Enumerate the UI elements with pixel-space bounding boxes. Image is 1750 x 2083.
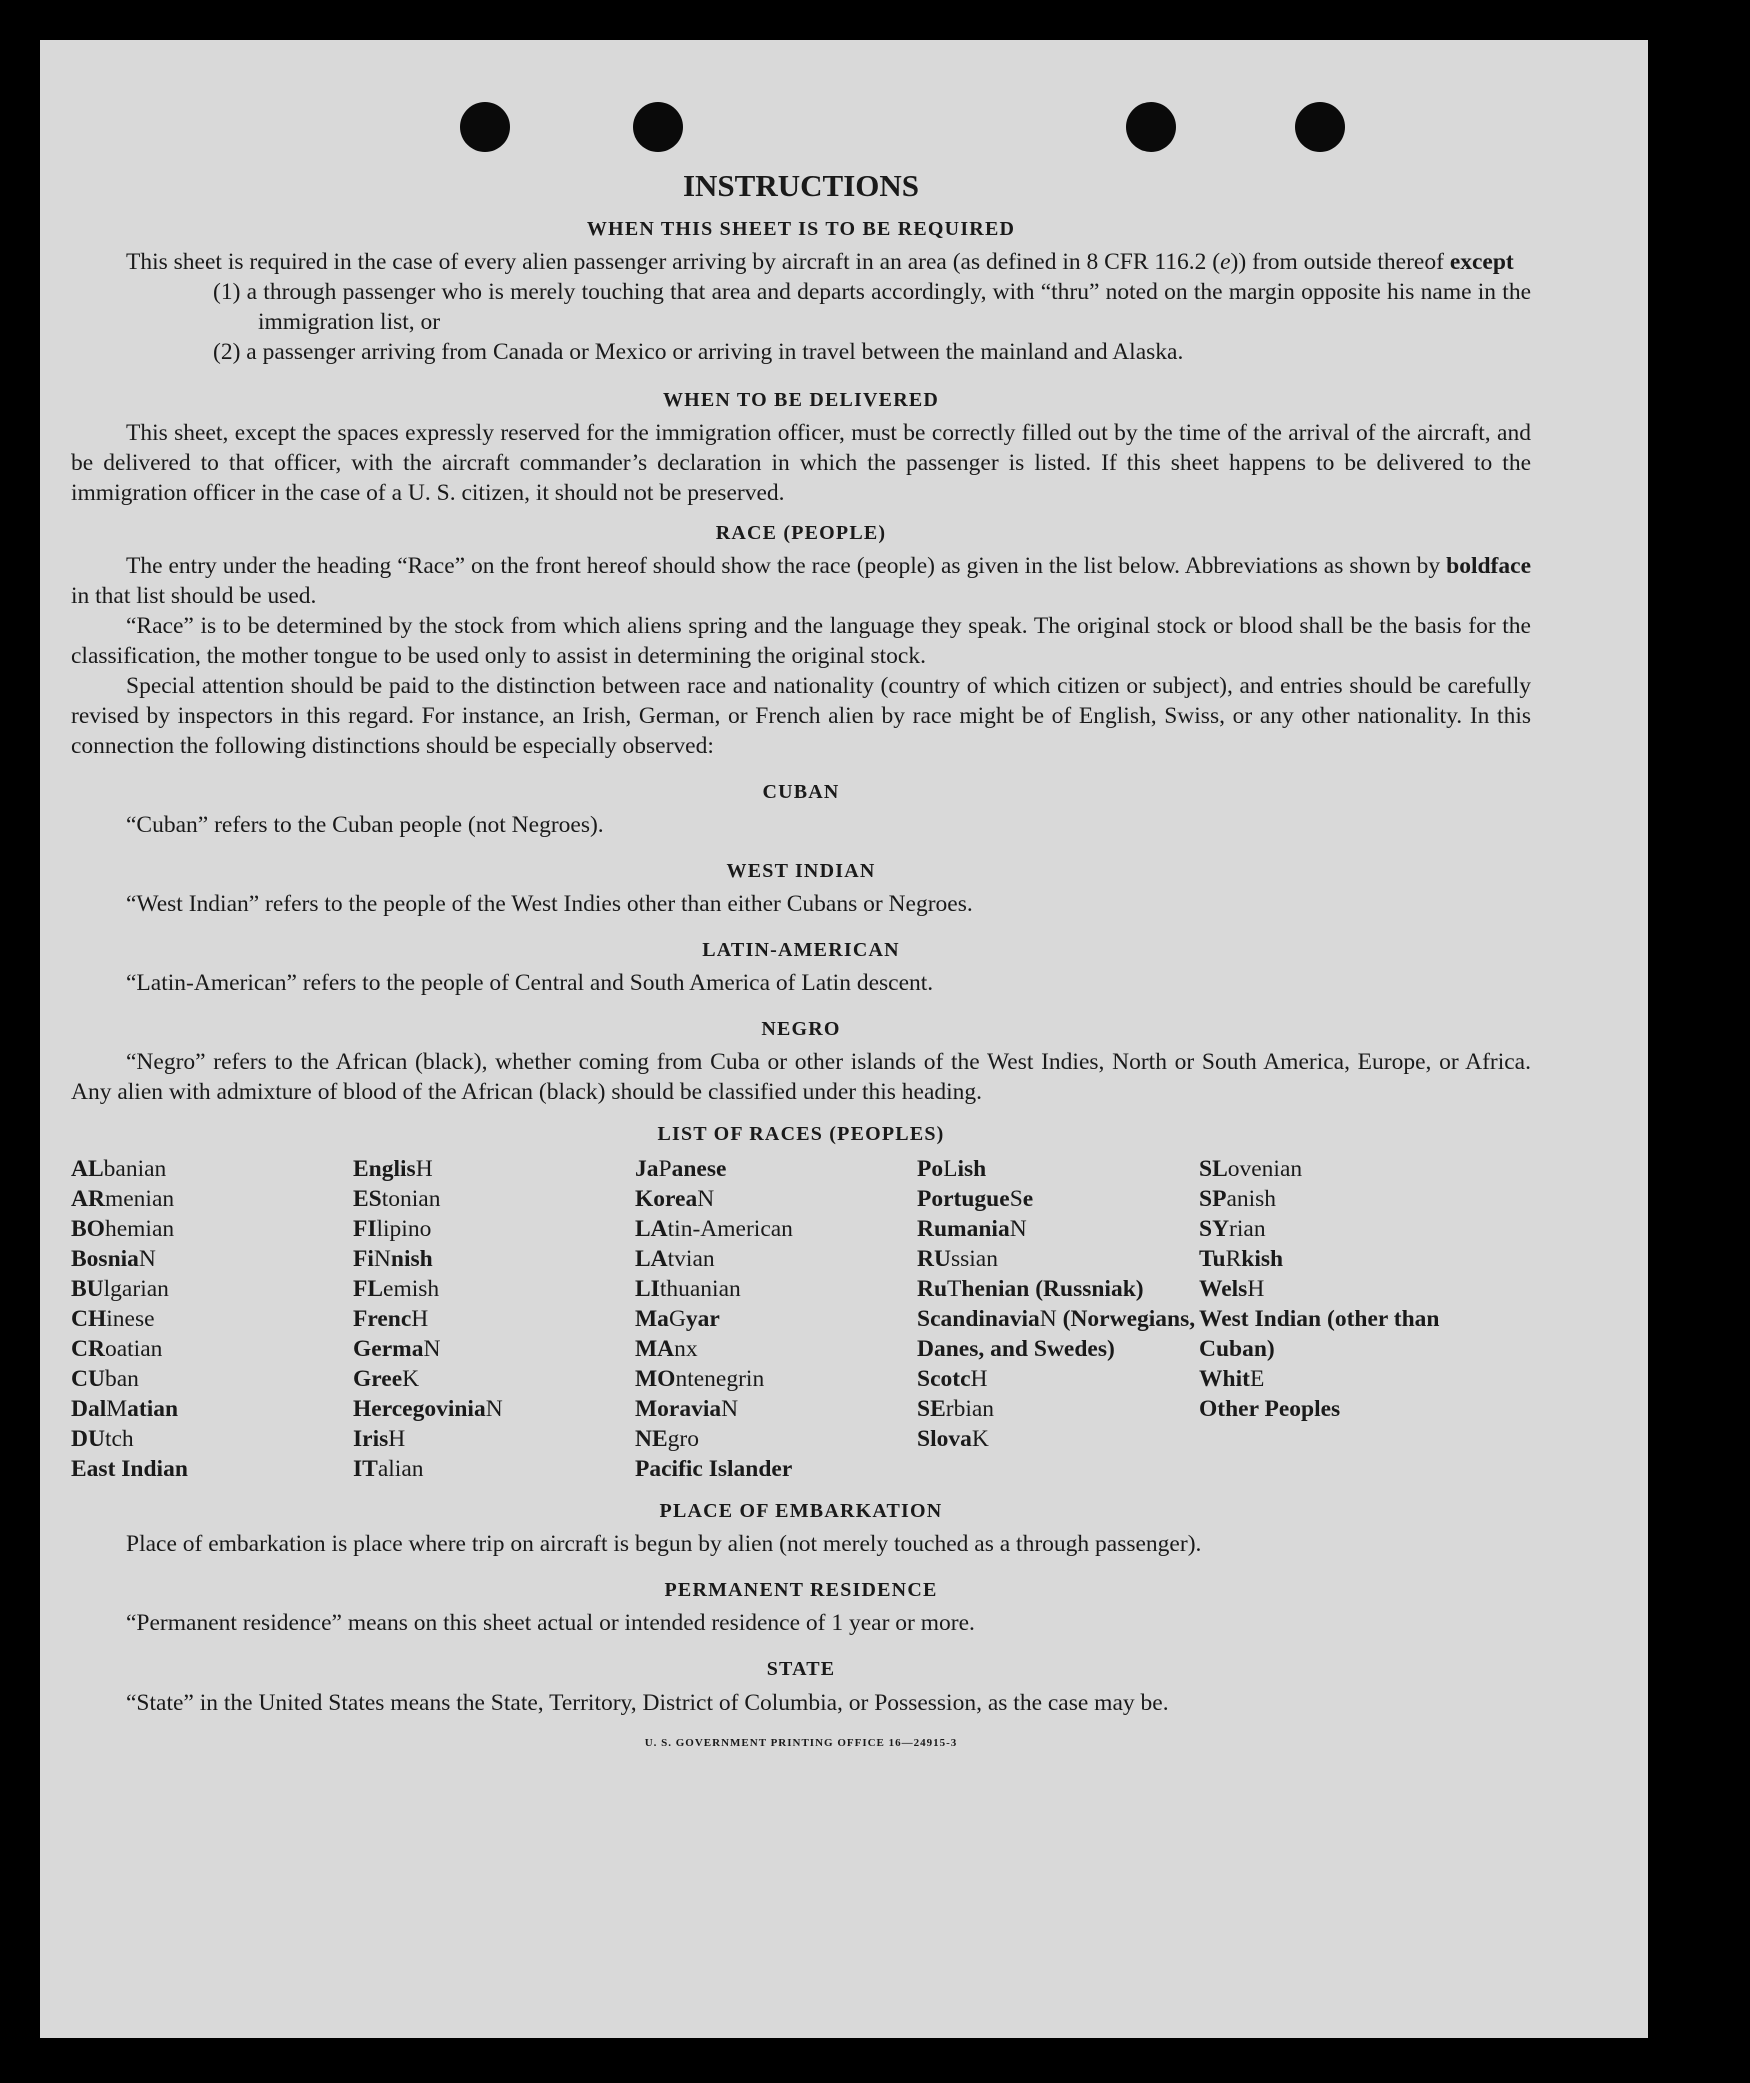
race-entry: PortugueSe <box>917 1186 1034 1212</box>
paragraph: “Race” is to be determined by the stock from which aliens spring and the language they speak. The original stock or blood shall be the basis for the classification, the mother tongue to be used only to assist in determining the original stock. <box>71 613 1531 669</box>
paragraph: Place of embarkation is place where trip on aircraft is begun by alien (not merely touched as a through passenger). <box>126 1531 1202 1557</box>
race-entry: RuThenian (Russniak) <box>917 1276 1144 1302</box>
section-heading: NEGRO <box>761 1018 841 1040</box>
instructions-content <box>71 128 1531 1749</box>
paragraph: The entry under the heading “Race” on the front hereof should show the race (people) as given in the list below. Abbreviations as shown by boldface in that list should be used. <box>71 553 1531 609</box>
paragraph: “Cuban” refers to the Cuban people (not Negroes). <box>126 812 604 838</box>
race-entry: BosniaN <box>71 1246 156 1272</box>
section-heading: LIST OF RACES (PEOPLES) <box>657 1123 945 1145</box>
paragraph: “Negro” refers to the African (black), whether coming from Cuba or other islands of the West Indies, North or South America, Europe, or Africa. Any alien with admixture of blood of the African (black) should be classified under this heading. <box>71 1049 1531 1105</box>
section-heading: RACE (PEOPLE) <box>715 522 887 544</box>
race-entry: SErbian <box>917 1396 995 1422</box>
paragraph: “Latin-American” refers to the people of Central and South America of Latin descent. <box>126 970 934 996</box>
paragraph: This sheet, except the spaces expressly reserved for the immigration officer, must be correctly filled out by the time of the arrival of the aircraft, and be delivered to that officer, with the aircraft commander’s declaration in which the passenger is listed. If this sheet happens to be delivered to the immigration officer in the case of a U. S. citizen, it should not be preserved. <box>71 420 1531 506</box>
section-heading: WHEN THIS SHEET IS TO BE REQUIRED <box>586 218 1016 240</box>
race-entry: GreeK <box>353 1366 420 1392</box>
race-entry: ITalian <box>353 1456 424 1482</box>
race-entry: WhitE <box>1199 1366 1265 1392</box>
race-entry: FrencH <box>353 1306 429 1332</box>
race-entry: MOntenegrin <box>635 1366 765 1392</box>
paragraph: “State” in the United States means the State, Territory, District of Columbia, or Possession, as the case may be. <box>126 1690 1169 1716</box>
page-title: INSTRUCTIONS <box>682 168 919 203</box>
race-column <box>1199 1154 1481 1484</box>
race-entry: CRoatian <box>71 1336 163 1362</box>
section-heading: LATIN-AMERICAN <box>702 939 900 961</box>
race-entry: LAtvian <box>635 1246 715 1272</box>
race-entry: KoreaN <box>635 1186 715 1212</box>
race-column <box>71 1154 353 1484</box>
race-entry: DalMatian <box>71 1396 179 1422</box>
race-entry: BUlgarian <box>71 1276 169 1302</box>
race-entry: RUssian <box>917 1246 998 1272</box>
race-column <box>635 1154 917 1484</box>
section-heading: PERMANENT RESIDENCE <box>664 1579 938 1601</box>
race-entry: SPanish <box>1199 1186 1277 1212</box>
race-entry: Other Peoples <box>1199 1396 1341 1422</box>
race-entry: GermaN <box>353 1336 441 1362</box>
race-entry: TuRkish <box>1199 1246 1284 1272</box>
paragraph: This sheet is required in the case of every alien passenger arriving by aircraft in an area (as defined in 8 CFR 116.2 (e)) from outside thereof except <box>126 249 1514 275</box>
race-entry: MaGyar <box>635 1306 720 1332</box>
race-list <box>71 1154 1531 1484</box>
race-entry: BOhemian <box>71 1216 175 1242</box>
paragraph: “Permanent residence” means on this sheet actual or intended residence of 1 year or more. <box>126 1610 975 1636</box>
race-entry: ScandinaviaN (Norwegians, Danes, and Swedes) <box>917 1306 1196 1362</box>
race-entry: RumaniaN <box>917 1216 1027 1242</box>
section-heading: CUBAN <box>762 781 840 803</box>
section-heading: WEST INDIAN <box>726 860 876 882</box>
section-heading: WHEN TO BE DELIVERED <box>662 389 940 411</box>
printer-imprint: U. S. GOVERNMENT PRINTING OFFICE 16—24915-3 <box>644 1737 958 1749</box>
race-entry: LAtin-American <box>635 1216 793 1242</box>
race-entry: HercegoviniaN <box>353 1396 503 1422</box>
race-entry: West Indian (other than Cuban) <box>1199 1306 1440 1362</box>
race-entry: NEgro <box>635 1426 699 1452</box>
race-entry: SlovaK <box>917 1426 989 1452</box>
race-column <box>917 1154 1199 1484</box>
race-entry: PoLish <box>917 1156 987 1182</box>
race-entry: MAnx <box>635 1336 698 1362</box>
race-column <box>353 1154 635 1484</box>
race-entry: FiNnish <box>353 1246 433 1272</box>
race-entry: Pacific Islander <box>635 1456 793 1482</box>
race-entry: WelsH <box>1199 1276 1265 1302</box>
race-entry: CUban <box>71 1366 139 1392</box>
race-entry: LIthuanian <box>635 1276 741 1302</box>
race-entry: CHinese <box>71 1306 155 1332</box>
race-entry: MoraviaN <box>635 1396 739 1422</box>
paragraph: Special attention should be paid to the distinction between race and nationality (country of which citizen or subject), and entries should be carefully revised by inspectors in this regard. For instance, an Irish, German, or French alien by race might be of English, Swiss, or any other nationality. In this connection the following distinctions should be especially observed: <box>71 673 1531 759</box>
race-entry: IrisH <box>353 1426 406 1452</box>
race-entry: EStonian <box>353 1186 441 1212</box>
race-entry: ARmenian <box>71 1186 175 1212</box>
race-entry: FIlipino <box>353 1216 432 1242</box>
race-entry: EnglisH <box>353 1156 433 1182</box>
race-entry: SYrian <box>1199 1216 1266 1242</box>
document-page <box>40 40 1648 2038</box>
paragraph: “West Indian” refers to the people of the West Indies other than either Cubans or Negroes. <box>126 891 973 917</box>
section-heading: STATE <box>766 1658 836 1680</box>
section-heading: PLACE OF EMBARKATION <box>659 1500 943 1522</box>
race-entry: FLemish <box>353 1276 440 1302</box>
race-entry: SLovenian <box>1199 1156 1303 1182</box>
race-entry: JaPanese <box>635 1156 727 1182</box>
race-entry: ALbanian <box>71 1156 167 1182</box>
race-entry: DUtch <box>71 1426 134 1452</box>
race-entry: ScotcH <box>917 1366 988 1392</box>
list-item: (1) a through passenger who is merely touching that area and departs accordingly, with “thru” noted on the margin opposite his name in the immigration list, or <box>213 279 1531 335</box>
list-item: (2) a passenger arriving from Canada or Mexico or arriving in travel between the mainland and Alaska. <box>213 339 1184 365</box>
race-entry: East Indian <box>71 1456 188 1482</box>
